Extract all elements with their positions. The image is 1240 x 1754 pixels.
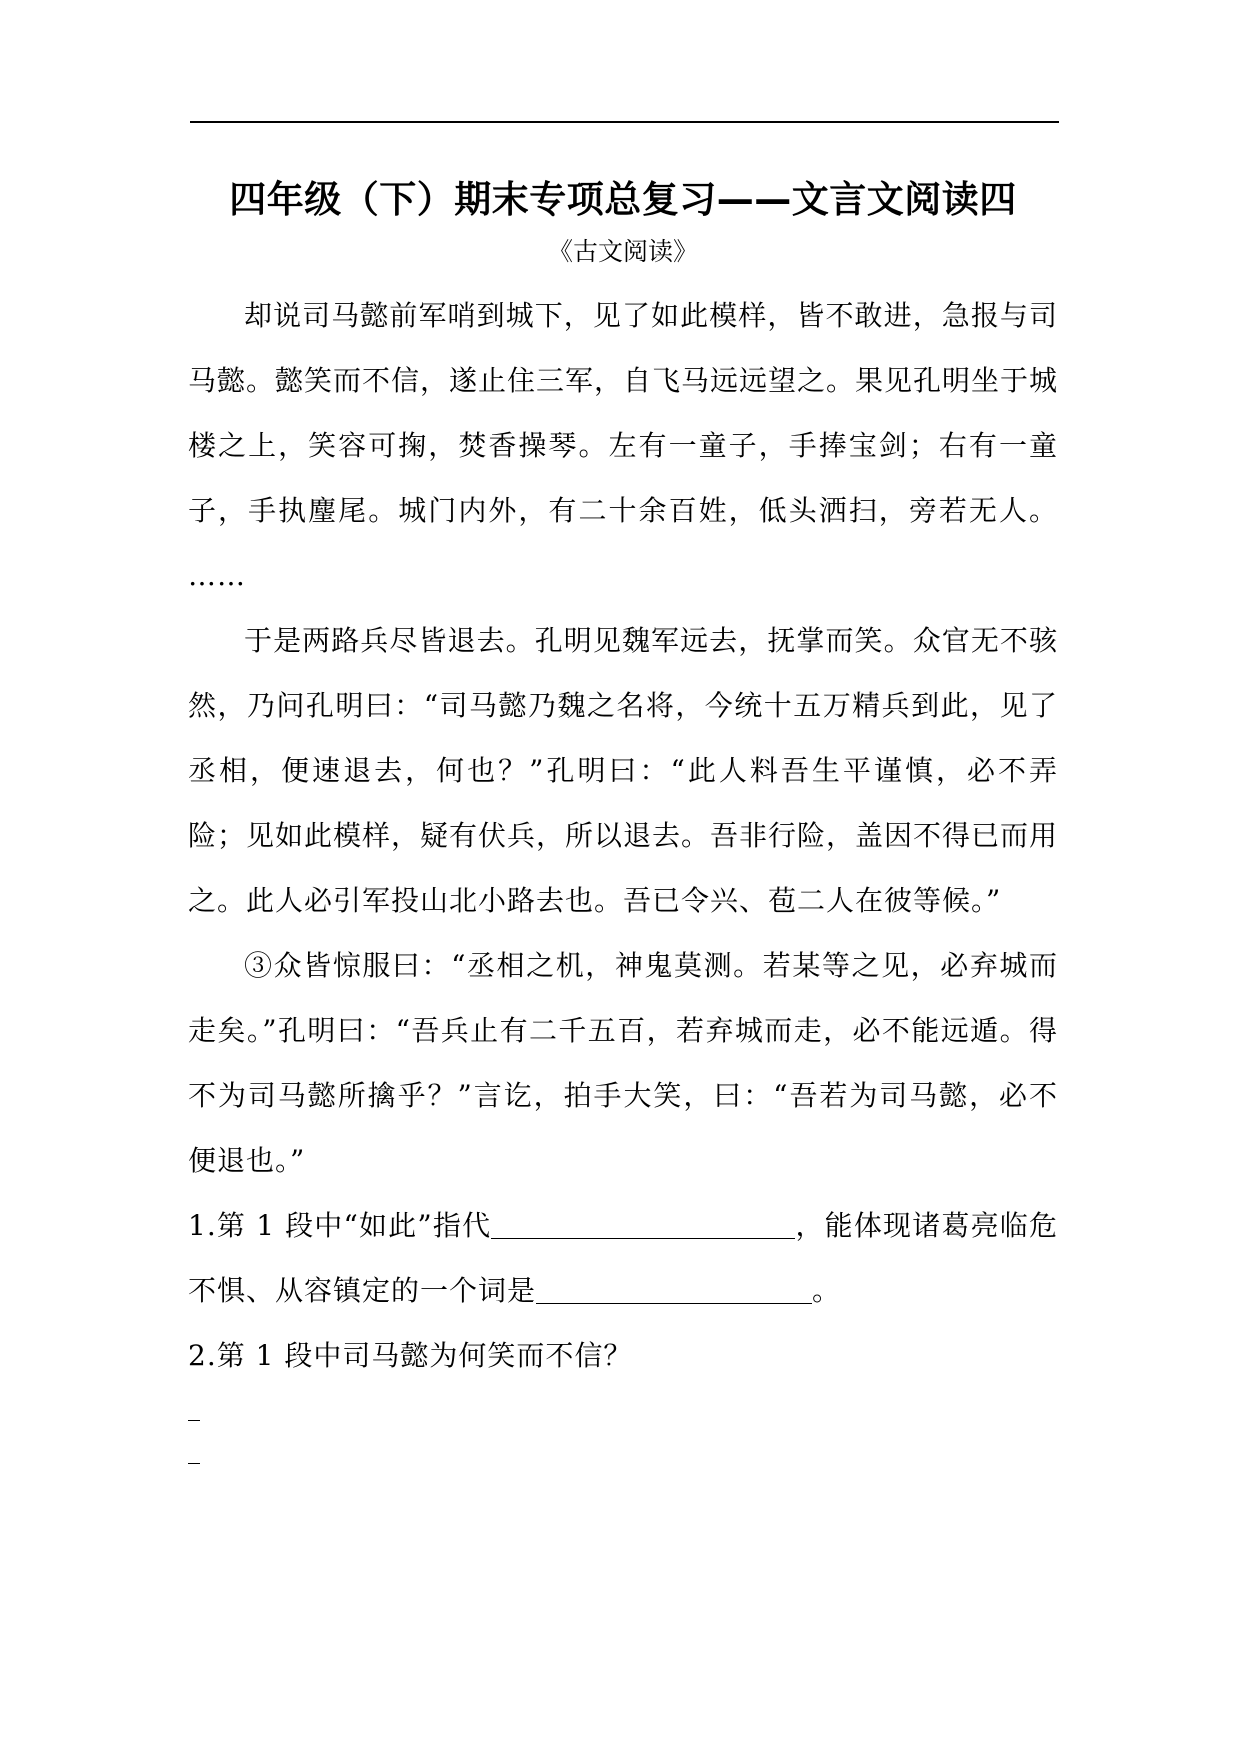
question-2: 2.第 1 段中司马懿为何笑而不信？	[188, 1339, 633, 1372]
passage-text	[188, 272, 1058, 1193]
answer-blank-2[interactable]	[536, 1273, 812, 1304]
passage-paragraph-3: ③众皆惊服曰：“丞相之机，神鬼莫测。若某等之见，必弃城而走矣。”孔明曰：“吾兵止有二千五百，若弃城而走，必不能远遁。得不为司马懿所擒乎？”言讫，拍手大笑，曰：“吾若为司马懿，必不便退也。”	[188, 949, 1058, 1177]
question-1	[188, 1193, 1058, 1323]
question-1-prompt-start: 1.第 1 段中“如此”指代	[188, 1209, 492, 1242]
answer-line-1[interactable]	[188, 1398, 200, 1421]
document-title: 四年级（下）期末专项总复习——文言文阅读四	[229, 178, 1017, 221]
answer-area	[188, 1398, 1058, 1464]
header-rule	[190, 121, 1059, 123]
answer-blank-1[interactable]	[491, 1208, 795, 1239]
question-1-prompt-end: 。	[812, 1274, 842, 1307]
passage-subtitle: 《古文阅读》	[547, 237, 698, 266]
answer-line-2[interactable]	[188, 1441, 200, 1464]
passage-paragraph-1: 却说司马懿前军哨到城下，见了如此模样，皆不敢进，急报与司马懿。懿笑而不信，遂止住三军，自飞马远远望之。果见孔明坐于城楼之上，笑容可掬，焚香操琴。左有一童子，手捧宝剑；右有一童子，手执麈尾。城门内外，有二十余百姓，低头洒扫，旁若无人。 ……	[188, 299, 1059, 592]
document-body	[188, 168, 1058, 1484]
question-1-prompt-middle: ，能体现诸葛亮临危不惧、从容镇定的一个词是	[188, 1209, 1058, 1307]
passage-paragraph-2: 于是两路兵尽皆退去。孔明见魏军远去，抚掌而笑。众官无不骇然，乃问孔明曰：“司马懿乃魏之名将，今统十五万精兵到此，见了丞相，便速退去，何也？”孔明曰：“此人料吾生平谨慎，必不弄险；见如此模样，疑有伏兵，所以退去。吾非行险，盖因不得已而用之。此人必引军投山北小路去也。吾已令兴、苞二人在彼等候。”	[188, 624, 1059, 917]
